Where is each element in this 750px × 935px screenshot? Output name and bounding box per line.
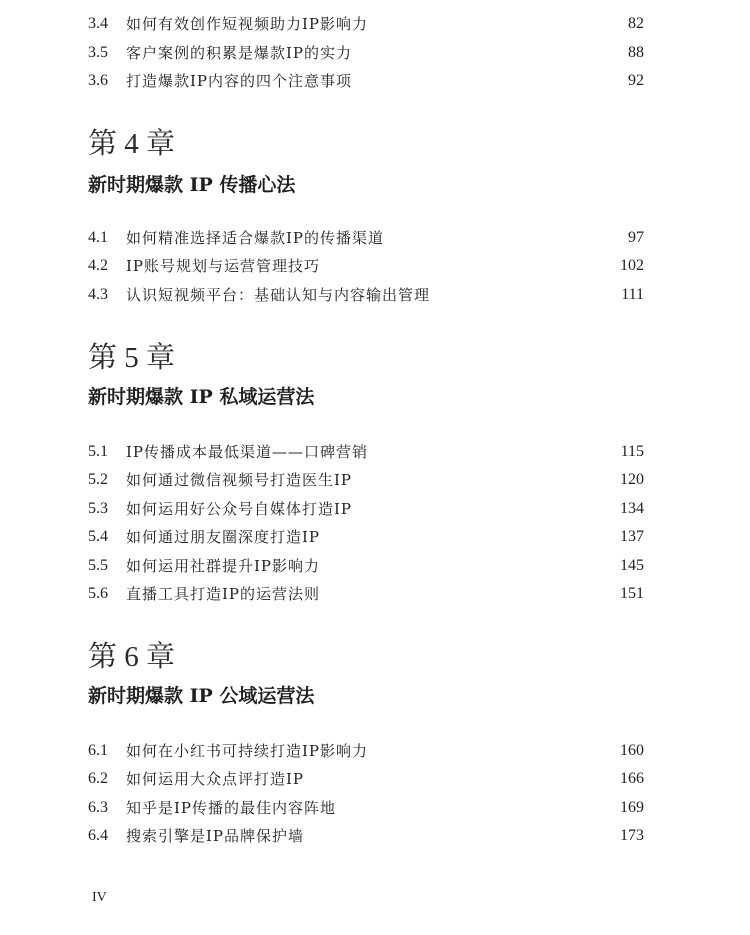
toc-entry[interactable] bbox=[88, 554, 644, 578]
entry-title: 打造爆款IP内容的四个注意事项 bbox=[126, 72, 353, 90]
toc-entry[interactable] bbox=[88, 767, 644, 791]
entry-page: 88 bbox=[628, 44, 644, 61]
entry-title: 知乎是IP传播的最佳内容阵地 bbox=[126, 799, 337, 817]
entry-page: 151 bbox=[620, 585, 644, 602]
toc-entry[interactable] bbox=[88, 796, 644, 820]
entry-number: 5.3 bbox=[88, 500, 108, 517]
toc-entry[interactable] bbox=[88, 41, 644, 65]
entry-number: 4.3 bbox=[88, 286, 108, 303]
toc-entry[interactable] bbox=[88, 468, 644, 492]
chapter-subtitle: 新时期爆款 IP 传播心法 bbox=[88, 174, 296, 196]
entry-title: IP账号规划与运营管理技巧 bbox=[126, 257, 321, 275]
entry-number: 3.6 bbox=[88, 72, 108, 89]
entry-page: 120 bbox=[620, 471, 644, 488]
entry-number: 6.1 bbox=[88, 742, 108, 759]
entry-page: 111 bbox=[621, 286, 644, 303]
entry-page: 145 bbox=[620, 557, 644, 574]
entry-page: 173 bbox=[620, 827, 644, 844]
entry-title: 如何有效创作短视频助力IP影响力 bbox=[126, 15, 369, 33]
toc-entry[interactable] bbox=[88, 283, 644, 307]
toc-entry[interactable] bbox=[88, 254, 644, 278]
entry-number: 6.4 bbox=[88, 827, 108, 844]
entry-page: 160 bbox=[620, 742, 644, 759]
entry-title: 直播工具打造IP的运营法则 bbox=[126, 585, 321, 603]
chapter-heading: 第 5 章 bbox=[88, 342, 176, 374]
entry-number: 6.3 bbox=[88, 799, 108, 816]
entry-title: 搜索引擎是IP品牌保护墙 bbox=[126, 827, 305, 845]
toc-entry[interactable] bbox=[88, 440, 644, 464]
toc-entry[interactable] bbox=[88, 824, 644, 848]
entry-page: 134 bbox=[620, 500, 644, 517]
toc-entry[interactable] bbox=[88, 739, 644, 763]
entry-title: 如何通过微信视频号打造医生IP bbox=[126, 471, 353, 489]
chapter-subtitle: 新时期爆款 IP 私域运营法 bbox=[88, 386, 315, 408]
entry-page: 137 bbox=[620, 528, 644, 545]
entry-page: 82 bbox=[628, 15, 644, 32]
toc-entry[interactable] bbox=[88, 12, 644, 36]
entry-page: 97 bbox=[628, 229, 644, 246]
entry-title: 认识短视频平台：基础认知与内容输出管理 bbox=[126, 286, 431, 304]
toc-entry[interactable] bbox=[88, 69, 644, 93]
entry-title: 如何精准选择适合爆款IP的传播渠道 bbox=[126, 229, 385, 247]
entry-page: 169 bbox=[620, 799, 644, 816]
chapter-heading: 第 6 章 bbox=[88, 641, 176, 673]
entry-number: 3.5 bbox=[88, 44, 108, 61]
entry-title: 如何运用社群提升IP影响力 bbox=[126, 557, 321, 575]
entry-number: 5.2 bbox=[88, 471, 108, 488]
entry-number: 5.1 bbox=[88, 443, 108, 460]
entry-number: 5.4 bbox=[88, 528, 108, 545]
entry-number: 5.6 bbox=[88, 585, 108, 602]
entry-number: 4.2 bbox=[88, 257, 108, 274]
entry-title: 如何运用大众点评打造IP bbox=[126, 770, 305, 788]
entry-page: 92 bbox=[628, 72, 644, 89]
toc-entry[interactable] bbox=[88, 497, 644, 521]
toc-entry[interactable] bbox=[88, 582, 644, 606]
entry-page: 166 bbox=[620, 770, 644, 787]
toc-entry[interactable] bbox=[88, 525, 644, 549]
page-number: IV bbox=[92, 890, 107, 905]
entry-title: 如何在小红书可持续打造IP影响力 bbox=[126, 742, 369, 760]
entry-title: 如何运用好公众号自媒体打造IP bbox=[126, 500, 353, 518]
chapter-subtitle: 新时期爆款 IP 公域运营法 bbox=[88, 685, 315, 707]
entry-title: 客户案例的积累是爆款IP的实力 bbox=[126, 44, 353, 62]
toc-entry[interactable] bbox=[88, 226, 644, 250]
chapter-heading: 第 4 章 bbox=[88, 128, 176, 160]
entry-number: 4.1 bbox=[88, 229, 108, 246]
entry-title: IP传播成本最低渠道——口碑营销 bbox=[126, 443, 369, 461]
entry-number: 3.4 bbox=[88, 15, 108, 32]
entry-title: 如何通过朋友圈深度打造IP bbox=[126, 528, 321, 546]
entry-number: 5.5 bbox=[88, 557, 108, 574]
entry-page: 115 bbox=[620, 443, 644, 460]
entry-page: 102 bbox=[620, 257, 644, 274]
entry-number: 6.2 bbox=[88, 770, 108, 787]
